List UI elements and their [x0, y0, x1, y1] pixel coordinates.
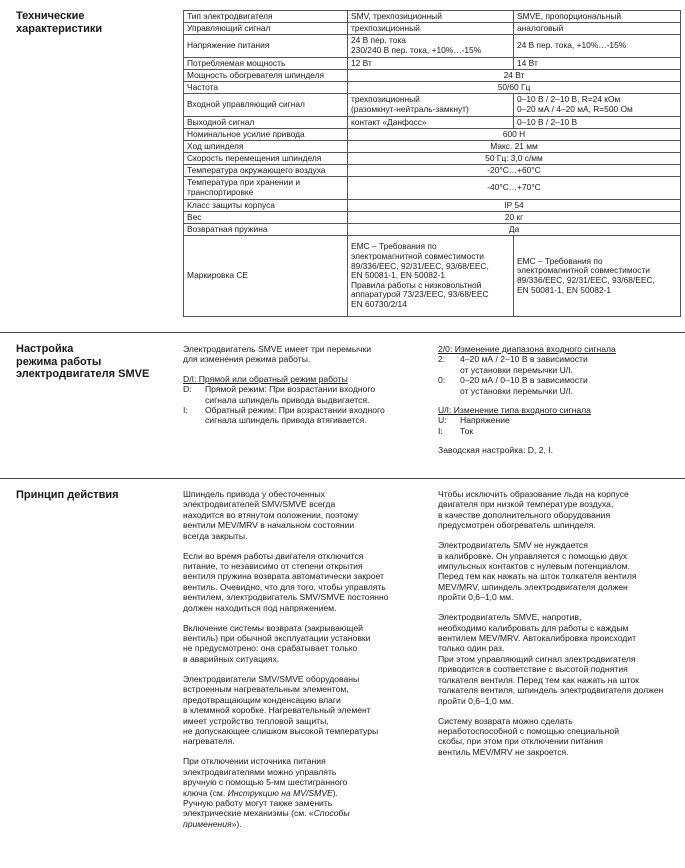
text-line: толкателя вентиля. Перед тем как нажать на шток — [438, 674, 639, 685]
spec-value-line: EMC – Требования по — [351, 241, 437, 252]
spec-value-smv: 12 Вт — [348, 58, 514, 70]
spec-label: Температура окружающего воздуха — [184, 165, 348, 177]
spec-value-smve: 14 Вт — [514, 58, 681, 70]
table-row — [184, 224, 681, 236]
text-line: толкателя вентиля, шпиндель электродвигателя должен — [438, 685, 664, 696]
text-line: двигателя при низкой температуре воздуха, — [438, 499, 614, 510]
text-line: в клеммной коробке. Нагревательный элемент — [183, 705, 371, 716]
text-line: Электродвигатели SMV/SMVE оборудованы — [183, 673, 360, 684]
text-line: пройти 0,6–1,0 мм. — [438, 695, 514, 706]
spec-header-smve: SMVE, пропорциональный — [514, 11, 681, 23]
table-row — [184, 58, 681, 70]
spec-value-smv: контакт «Данфосс» — [348, 117, 514, 129]
paragraph — [183, 674, 428, 747]
option-line: Напряжение — [460, 415, 510, 426]
spec-value-line: EN 60730/2/14 — [351, 298, 407, 309]
jumper-option-i — [183, 405, 423, 426]
mode-left-column — [183, 344, 423, 426]
option-text — [460, 415, 510, 425]
table-row — [184, 11, 681, 23]
paragraph — [438, 540, 683, 602]
spec-value-common: Макс. 21 мм — [348, 141, 681, 153]
option-key: D: — [183, 384, 192, 395]
text-line: Чтобы исключить образование льда на корпусе — [438, 489, 629, 499]
mode-section-title — [16, 343, 149, 381]
spec-value-line: EMC – Требования по — [517, 255, 603, 266]
option-text — [205, 384, 375, 405]
table-row — [184, 35, 681, 58]
text-line: При отключении источника питания — [183, 756, 326, 767]
table-row — [184, 23, 681, 35]
text-line: вентиль. Очевидно, что для того, чтобы управлять — [183, 581, 386, 592]
spec-value-line: трехпозиционный — [351, 94, 420, 105]
spec-value-line: 230/240 В пер. тока, +10%…-15% — [351, 45, 482, 55]
spec-value-line: 0–20 мА / 4–20 мА, R=500 Ом — [517, 104, 633, 114]
text-line: не предусмотрено: она срабатывает только — [183, 643, 358, 654]
spec-label: Класс защиты корпуса — [184, 200, 348, 212]
jumper-option-iu — [438, 426, 678, 436]
text-line: в аварийных ситуациях. — [183, 653, 280, 664]
spec-value-line: 24 В пер. тока — [351, 35, 406, 46]
option-line: Прямой режим: При возрастании входного — [205, 384, 376, 395]
text-line: скобы, при этом при отключении питания — [438, 736, 604, 747]
table-row — [184, 165, 681, 177]
applications-reference: применения — [183, 818, 232, 829]
spec-value-line: (разомкнут-нейтраль-замкнут) — [351, 104, 469, 114]
spec-value-common: -40°C…+70°C — [348, 177, 681, 200]
option-text — [460, 354, 588, 375]
spec-value-common: -20°C…+60°C — [348, 165, 681, 177]
option-line: от установки перемычки U/I. — [460, 385, 573, 396]
text-line: встроенным нагревательным элементом, — [183, 684, 349, 695]
mode-intro-line: Электродвигатель SMVE имеет три перемычки — [183, 344, 372, 354]
spacer — [438, 436, 678, 445]
spec-label: Частота — [184, 82, 348, 94]
table-row — [184, 70, 681, 82]
spec-value-smv: трехпозиционный — [348, 23, 514, 35]
option-text — [205, 405, 385, 426]
paragraph — [183, 489, 428, 541]
spec-value-line: 89/336/EEC, 92/31/EEC, 93/68/EEC, — [351, 260, 489, 271]
jumper-option-2 — [438, 354, 678, 375]
text-fragment: электрические механизмы (см. « — [183, 808, 314, 819]
paragraph — [183, 756, 428, 829]
option-key: U: — [438, 415, 447, 426]
option-text — [460, 426, 473, 436]
text-line: должен находиться под напряжением. — [183, 602, 337, 613]
text-line: неработоспособной с помощью специальной — [438, 725, 619, 736]
option-line: 0–20 мА / 0–10 В в зависимости — [460, 375, 588, 386]
jumper-di-title: D/I: Прямой или обратный режим работы — [183, 373, 348, 384]
principle-left-column — [183, 489, 428, 839]
spec-value-line: EN 50081-1, EN 50082-1 — [517, 284, 612, 295]
spec-value-common: 50/60 Гц — [348, 82, 681, 94]
text-line — [183, 788, 428, 798]
text-line: в качестве дополнительного оборудования — [438, 509, 611, 520]
spec-value-common: 20 кг — [348, 212, 681, 224]
spec-header-type: Тип электродвигателя — [184, 11, 348, 23]
spec-label: Вес — [184, 212, 348, 224]
text-line: Если во время работы двигателя отключится — [183, 550, 364, 561]
spec-label: Маркировка CE — [184, 236, 348, 317]
table-row — [184, 82, 681, 94]
mode-right-column — [438, 344, 678, 456]
option-key: 2: — [438, 354, 446, 365]
spec-label: Входной управляющий сигнал — [184, 94, 348, 117]
paragraph — [183, 623, 428, 665]
option-text — [460, 375, 588, 396]
table-row — [184, 177, 681, 200]
text-line: вентили MEV/MRV в начальном состоянии — [183, 520, 355, 531]
option-key: 0: — [438, 375, 446, 386]
spec-value-smv — [348, 236, 514, 317]
text-fragment: ). — [332, 787, 339, 798]
table-row — [184, 129, 681, 141]
jumper-option-d — [183, 384, 423, 405]
spec-label: Температура при хранении и транспортировке — [184, 177, 348, 200]
text-line: вентилем, электродвигатель SMV/SMVE постоянно — [183, 592, 389, 603]
spacer — [183, 365, 423, 374]
mode-intro-line: для изменения режима работы. — [183, 354, 311, 365]
text-line: Электродвигатель SMVE, напротив, — [438, 612, 582, 623]
factory-setting: Заводская настройка: D, 2, I. — [438, 445, 554, 456]
tech-section-title — [16, 10, 102, 35]
table-row — [184, 94, 681, 117]
option-line: сигнала шпиндель привода втягивается. — [205, 415, 367, 426]
option-line: от установки перемычки U/I. — [460, 364, 573, 375]
spec-value-smve: аналоговый — [514, 23, 681, 35]
tech-title-line-1: Технические — [16, 10, 85, 22]
jumper-ui-title: U/I: Изменение типа входного сигнала — [438, 405, 591, 416]
text-line: При этом управляющий сигнал электродвигателя — [438, 653, 636, 664]
jumper-range-title: 2/0: Изменение диапазона входного сигнала — [438, 344, 616, 354]
manual-reference: Инструкцию на MV/SMVE — [227, 787, 333, 798]
spec-table — [183, 10, 681, 317]
mode-title-line-2: режима работы — [16, 355, 102, 368]
spec-label: Управляющий сигнал — [184, 23, 348, 35]
paragraph — [438, 716, 683, 758]
spec-value-line: электромагнитной совместимости — [517, 265, 650, 276]
spec-value-smve — [514, 236, 681, 317]
text-line: Электродвигатель SMV не нуждается — [438, 540, 588, 551]
paragraph — [438, 489, 683, 531]
text-line: вентиль) при обычной эксплуатации установки — [183, 633, 371, 644]
option-line: сигнала шпиндель привода выдвигается. — [205, 394, 370, 405]
spec-value-line: 0–10 В / 2–10 В, R=24 кОм — [517, 94, 621, 105]
text-line: только один раз. — [438, 643, 505, 654]
text-line: всегда закрыты. — [183, 530, 248, 541]
table-row — [184, 212, 681, 224]
spec-label: Скорость перемещения шпинделя — [184, 153, 348, 165]
table-row — [184, 117, 681, 129]
text-line: Шпиндель привода у обесточенных — [183, 489, 325, 499]
spec-value-smve — [514, 94, 681, 117]
spacer — [438, 396, 678, 405]
table-row — [184, 236, 681, 317]
text-line: питание, то независимо от степени открытия — [183, 561, 363, 572]
paragraph — [438, 612, 683, 706]
paragraph — [183, 551, 428, 613]
spec-value-line: EN 50081-1, EN 50082-1 — [351, 270, 446, 281]
spec-label: Возвратная пружина — [184, 224, 348, 236]
text-line: предусмотрен обогреватель шпинделя. — [438, 520, 596, 531]
text-line: электродвигателями можно управлять — [183, 766, 337, 777]
text-line: вентиля пружина возврата автоматически закроет — [183, 571, 384, 582]
text-line: нагревателя. — [183, 736, 235, 747]
section-divider — [0, 332, 685, 333]
spec-value-line: аппаратурой 73/23/EEC, 93/68/EEC — [351, 289, 489, 300]
text-line: Ручную работу могут также заменить — [183, 797, 333, 808]
option-line: 4–20 мА / 2–10 В в зависимости — [460, 354, 588, 365]
text-line: имеет устройство тепловой защиты, — [183, 715, 329, 726]
text-line: электродвигателей SMV/SMVE всегда — [183, 499, 336, 510]
text-line: Перед тем как нажать на шток толкателя вентиля — [438, 571, 637, 582]
spec-value-common: 50 Гц: 3,0 с/мм — [348, 153, 681, 165]
spec-label: Ход шпинделя — [184, 141, 348, 153]
text-line: приводится в соответствие с высотой поднятия — [438, 664, 628, 675]
option-key: I: — [438, 425, 443, 436]
principle-right-column — [438, 489, 683, 767]
principle-section-title: Принцип действия — [16, 489, 119, 501]
mode-title-line-1: Настройка — [16, 343, 74, 355]
spec-value-line: 89/336/EEC, 92/31/EEC, 93/68/EEC, — [517, 275, 655, 285]
text-line: находится во втянутом положении, поэтому — [183, 509, 359, 520]
spec-header-smv: SMV, трехпозиционный — [348, 11, 514, 23]
spec-value-line: электромагнитной совместимости — [351, 251, 484, 262]
spec-label: Потребляемая мощность — [184, 58, 348, 70]
spec-value-smv — [348, 94, 514, 117]
spec-value-smve: 24 В пер. тока, +10%…-15% — [514, 35, 681, 58]
text-line: в калибровке. Он управляется с помощью двух — [438, 550, 628, 561]
text-fragment: ключа (см. — [183, 787, 228, 798]
text-line — [183, 819, 428, 829]
text-line: вручную с помощью 5-мм шестигранного — [183, 777, 348, 788]
spec-value-common: 24 Вт — [348, 70, 681, 82]
spec-value-common: 600 Н — [348, 129, 681, 141]
spec-value-common: Да — [348, 224, 681, 236]
spec-label: Номинальное усилие привода — [184, 129, 348, 141]
text-line: пройти 0,6–1,0 мм. — [438, 592, 514, 603]
option-key: I: — [183, 405, 188, 416]
table-row — [184, 153, 681, 165]
tech-title-line-2: характеристики — [16, 22, 103, 35]
spec-value-line: Правила работы с низковольтной — [351, 279, 482, 290]
option-line: Обратный режим: При возрастании входного — [205, 405, 385, 416]
spec-label: Выходной сигнал — [184, 117, 348, 129]
text-line — [183, 808, 428, 818]
text-line: предотвращающим конденсацию влаги — [183, 694, 341, 705]
spec-value-common: IP 54 — [348, 200, 681, 212]
text-line: вентилем MEV/MRV. Автокалибровка происходит — [438, 633, 637, 644]
text-line: Систему возврата можно сделать — [438, 715, 573, 726]
jumper-option-0 — [438, 375, 678, 396]
section-divider — [0, 478, 685, 479]
text-line: Включение системы возврата (закрывающей — [183, 622, 363, 633]
text-line: не допускающее слишком высокой температуры — [183, 725, 379, 736]
table-row — [184, 141, 681, 153]
mode-title-line-3: электродвигателя SMVE — [16, 368, 150, 380]
text-line: импульсных контактов с нулевым потенциалом. — [438, 561, 630, 572]
jumper-option-u — [438, 415, 678, 425]
spec-value-smv — [348, 35, 514, 58]
spec-value-smve: 0–10 В / 2–10 В — [514, 117, 681, 129]
text-line: MEV/MRV, шпиндель электродвигателя должен — [438, 581, 628, 592]
text-fragment: »). — [231, 818, 242, 829]
spec-label: Мощность обогревателя шпинделя — [184, 70, 348, 82]
spec-label: Напряжение питания — [184, 35, 348, 58]
table-row — [184, 200, 681, 212]
applications-reference: Способы — [313, 808, 350, 819]
text-line: вентиль MEV/MRV не закроется. — [438, 746, 569, 757]
text-line: необходимо калибровать для работы с каждым — [438, 622, 629, 633]
option-line: Ток — [460, 425, 474, 436]
